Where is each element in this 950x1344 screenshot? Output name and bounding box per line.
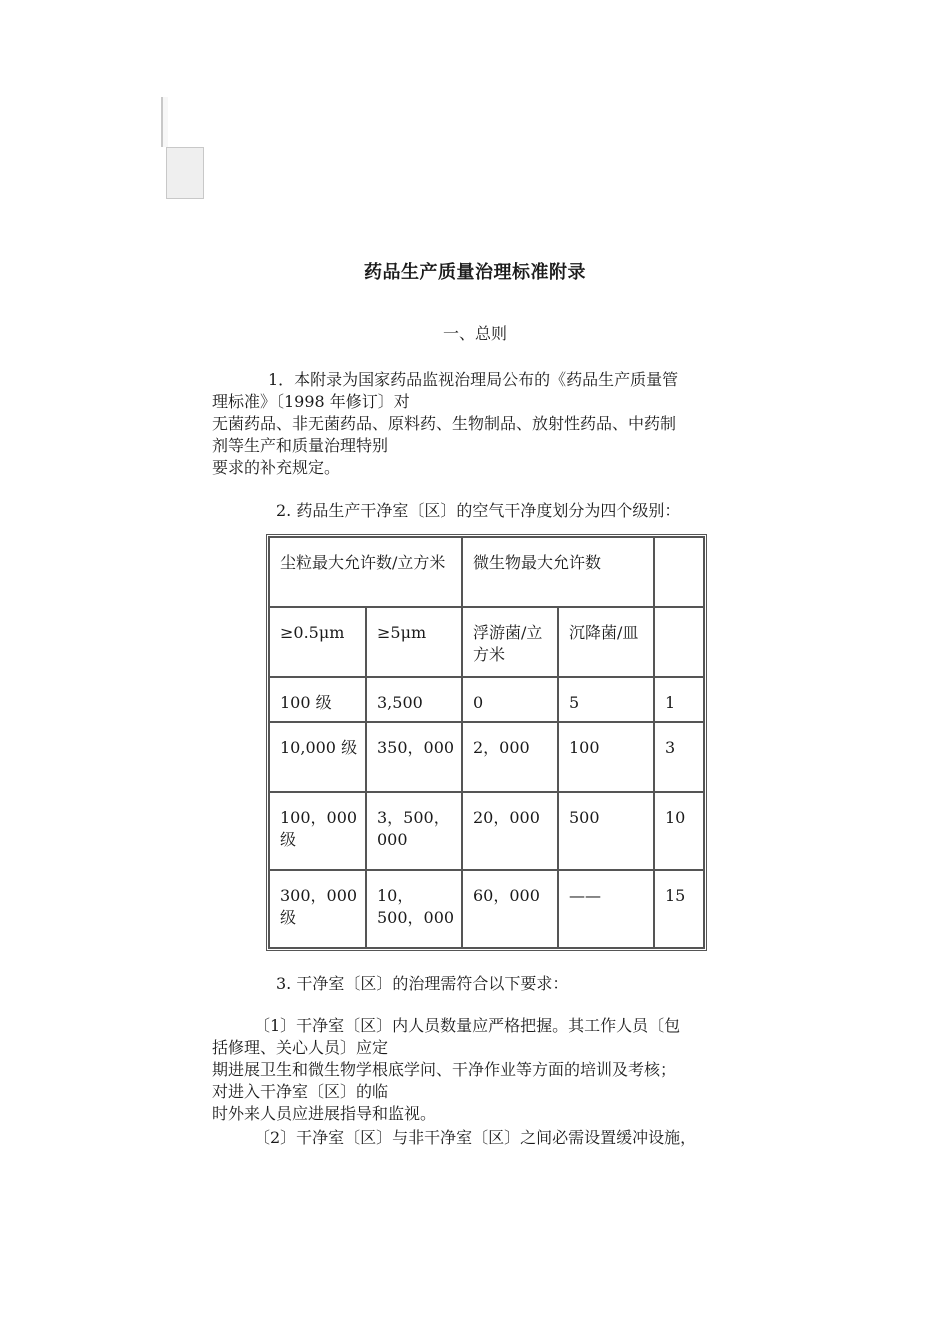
paragraph-5 bbox=[212, 1127, 772, 1149]
table-cell: 10 bbox=[654, 792, 704, 870]
paragraph-4 bbox=[212, 1015, 772, 1125]
table-header-row bbox=[269, 537, 704, 607]
paragraph-1 bbox=[212, 369, 772, 479]
table-cell: 100，000 级 bbox=[269, 792, 366, 870]
table-cell: 10，500，000 bbox=[366, 870, 462, 948]
table-cell: 3 bbox=[654, 722, 704, 792]
header-microbe-cell: 微生物最大允许数 bbox=[462, 537, 654, 607]
table-cell: 3,500 bbox=[366, 677, 462, 722]
paragraph-line: 1．本附录为国家药品监视治理局公布的《药品生产质量管 bbox=[268, 370, 679, 389]
table-cell: 15 bbox=[654, 870, 704, 948]
subheader-cell bbox=[654, 607, 704, 677]
paragraph-line: 括修理、关心人员〕应定 bbox=[212, 1038, 389, 1057]
table-cell: 0 bbox=[462, 677, 558, 722]
document-title: 药品生产质量治理标准附录 bbox=[364, 262, 586, 283]
paragraph-line: 要求的补充规定。 bbox=[212, 458, 341, 477]
subheader-cell: 沉降菌/皿 bbox=[558, 607, 654, 677]
table-cell: 20，000 bbox=[462, 792, 558, 870]
cleanliness-grade-table bbox=[266, 534, 707, 951]
table-cell: 100 bbox=[558, 722, 654, 792]
header-dust-cell: 尘粒最大允许数/立方米 bbox=[269, 537, 462, 607]
table-cell: —— bbox=[558, 870, 654, 948]
header-blank-cell bbox=[654, 537, 704, 607]
paragraph-line: 时外来人员应进展指导和监视。 bbox=[212, 1104, 437, 1123]
subheader-cell: 浮游菌/立方米 bbox=[462, 607, 558, 677]
paragraph-line: 理标准》〔1998 年修订〕对 bbox=[212, 392, 410, 411]
table-subheader-row bbox=[269, 607, 704, 677]
page-corner-mark-top bbox=[161, 97, 168, 147]
paragraph-line: 〔2〕干净室〔区〕与非干净室〔区〕之间必需设置缓冲设施， bbox=[254, 1128, 697, 1147]
table-cell: 1 bbox=[654, 677, 704, 722]
paragraph-line: 对进入干净室〔区〕的临 bbox=[212, 1082, 389, 1101]
table-cell: 100 级 bbox=[269, 677, 366, 722]
paragraph-3 bbox=[212, 973, 772, 995]
section-heading: 一、总则 bbox=[442, 324, 507, 343]
paragraph-line: 3. 干净室〔区〕的治理需符合以下要求： bbox=[276, 974, 569, 993]
table-cell: 300，000 级 bbox=[269, 870, 366, 948]
paragraph-line: 期进展卫生和微生物学根底学问、干净作业等方面的培训及考核； bbox=[212, 1060, 677, 1079]
table-cell: 10,000 级 bbox=[269, 722, 366, 792]
subheader-cell: ≥5μm bbox=[366, 607, 462, 677]
paragraph-line: 2. 药品生产干净室〔区〕的空气干净度划分为四个级别： bbox=[276, 501, 681, 520]
table-cell: 5 bbox=[558, 677, 654, 722]
table-cell: 350，000 bbox=[366, 722, 462, 792]
table-cell: 500 bbox=[558, 792, 654, 870]
table-row bbox=[269, 870, 704, 948]
page-corner-mark-bottom bbox=[166, 147, 204, 199]
subheader-cell: ≥0.5μm bbox=[269, 607, 366, 677]
table-cell: 3，500，000 bbox=[366, 792, 462, 870]
paragraph-line: 〔1〕干净室〔区〕内人员数量应严格把握。其工作人员〔包 bbox=[254, 1016, 681, 1035]
table-row bbox=[269, 792, 704, 870]
table-cell: 60，000 bbox=[462, 870, 558, 948]
paragraph-line: 无菌药品、非无菌药品、原料药、生物制品、放射性药品、中药制 bbox=[212, 414, 677, 433]
table-row bbox=[269, 722, 704, 792]
table-row bbox=[269, 677, 704, 722]
paragraph-2 bbox=[212, 500, 772, 522]
paragraph-line: 剂等生产和质量治理特别 bbox=[212, 436, 389, 455]
table-cell: 2，000 bbox=[462, 722, 558, 792]
